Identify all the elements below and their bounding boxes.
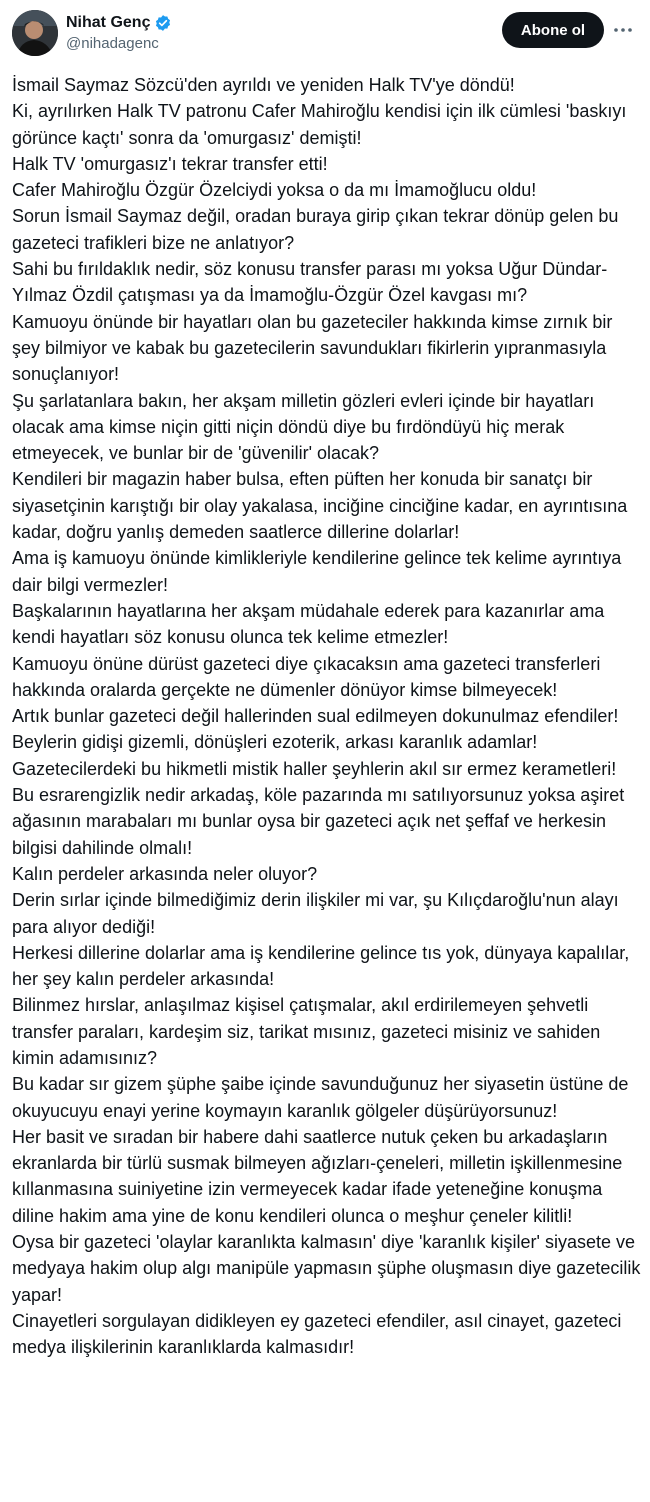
tweet-line: Kalın perdeler arkasında neler oluyor? [12, 863, 318, 884]
display-name[interactable]: Nihat Genç [66, 14, 151, 31]
verified-badge-icon [154, 14, 172, 32]
tweet-header [0, 0, 650, 68]
tweet-line: Kamuoyu önüne dürüst gazeteci diye çıkacaksın ama gazeteci transferleri hakkında oralarda gerçekte ne dümenler dönüyor kimse bilmeyecek! [12, 653, 601, 700]
tweet-line: Bu esrarengizlik nedir arkadaş, köle pazarında mı satılıyorsunuz yoksa aşiret ağasının marabaları mı bunlar oysa bir gazeteci açık net şeffaf ve herkesin bilgisi dahilinde olmalı! [12, 785, 625, 858]
tweet-line: Cinayetleri sorgulayan didikleyen ey gazeteci efendiler, asıl cinayet, gazeteci medya ilişkilerinin karanlıklarda kalmasıdır! [12, 1310, 622, 1358]
tweet-line: Herkesi dillerine dolarlar ama iş kendilerine gelince tıs yok, dünyaya kapalılar, her şey kalın perdeler arkasında! [12, 942, 630, 990]
tweet-line: Oysa bir gazeteci 'olaylar karanlıkta kalmasın' diye 'karanlık kişiler' siyasete ve medyaya hakim olup algı manipüle yapmasın şüphe oluşmasın diye gazetecilik yapar! [12, 1232, 641, 1305]
more-options-icon[interactable] [611, 18, 635, 42]
tweet-line: Cafer Mahiroğlu Özgür Özelciydi yoksa o da mı İmamoğlucu oldu! [12, 180, 537, 201]
tweet-line: Bilinmez hırslar, anlaşılmaz kişisel çatışmalar, akıl erdirilemeyen şehvetli transfer paraları, kardeşim siz, tarikat mısınız, gazeteci misiniz ve sahiden kimin adamısınız? [12, 995, 601, 1068]
handle[interactable]: @nihadagenc [66, 35, 159, 52]
avatar[interactable] [12, 10, 58, 56]
tweet-line: Gazetecilerdeki bu hikmetli mistik haller şeyhlerin akıl sır ermez kerametleri! [12, 758, 617, 779]
tweet-line: İsmail Saymaz Sözcü'den ayrıldı ve yeniden Halk TV'ye döndü! [12, 75, 515, 95]
tweet-line: Kamuoyu önünde bir hayatları olan bu gazeteciler hakkında kimse zırnık bir şey bilmiyor ve kabak bu gazetecilerin savundukları fikirlerin yıpranmasıyla sonuçlanıyor! [12, 311, 613, 385]
tweet-line: Halk TV 'omurgasız'ı tekrar transfer etti! [12, 153, 328, 174]
tweet-line: Sorun İsmail Saymaz değil, oradan buraya girip çıkan tekrar dönüp gelen bu gazeteci trafikleri bize ne anlatıyor? [12, 206, 619, 253]
tweet-line: Şu şarlatanlara bakın, her akşam milletin gözleri evleri içinde bir hayatları olacak ama kimse niçin gitti niçin döndü diye bu fırdöndüyü hiç merak etmeyecek, ve bunlar bir de 'güvenilir' olacak? [12, 390, 595, 464]
tweet-line: Beylerin gidişi gizemli, dönüşleri ezoterik, arkası karanlık adamlar! [12, 732, 538, 753]
tweet-line: Artık bunlar gazeteci değil hallerinden sual edilmeyen dokunulmaz efendiler! [12, 706, 619, 727]
tweet-line: Ki, ayrılırken Halk TV patronu Cafer Mahiroğlu kendisi için ilk cümlesi 'baskıyı görünce kaçtı' sonra da 'omurgasız' demişti! [12, 101, 627, 148]
tweet-line: Kendileri bir magazin haber bulsa, eften püften her konuda bir sanatçı bir siyasetçinin karıştığı bir olay yakalasa, inciğine cinciğine kadar, en ayrıntısına kadar, doğru yanlış demeden saatlerce dillerine dolarlar! [12, 469, 628, 543]
tweet-text [12, 72, 642, 1361]
tweet-line: Başkalarının hayatlarına her akşam müdahale ederek para kazanırlar ama kendi hayatları söz konusu olunca tek kelime etmezler! [12, 600, 605, 648]
tweet-line: Derin sırlar içinde bilmediğimiz derin ilişkiler mi var, şu Kılıçdaroğlu'nun alayı para alıyor dediği! [12, 890, 619, 937]
tweet-line: Bu kadar sır gizem şüphe şaibe içinde savunduğunuz her siyasetin üstüne de okuyucuyu enayi yerine koymayın karanlık gölgeler düşürüyorsunuz! [12, 1074, 629, 1121]
tweet-line: Ama iş kamuoyu önünde kimlikleriyle kendilerine gelince tek kelime ayrıntıya dair bilgi vermezler! [12, 548, 622, 595]
tweet-line: Sahi bu fırıldaklık nedir, söz konusu transfer parası mı yoksa Uğur Dündar-Yılmaz Özdil çatışması ya da İmamoğlu-Özgür Özel kavgası mı? [12, 259, 608, 306]
follow-button[interactable]: Abone ol [502, 12, 604, 48]
tweet-line: Her basit ve sıradan bir habere dahi saatlerce nutuk çeken bu arkadaşların ekranlarda bir türlü susmak bilmeyen ağızları-çeneleri, milletin işkillenmesine kıllanmasına suiniyetine izin vermeyecek kadar ifade yeteneğine konuşma diline hakim ama yine de konu kendileri olunca o meşhur çeneler kilitli! [12, 1126, 623, 1226]
author-info [66, 12, 172, 52]
